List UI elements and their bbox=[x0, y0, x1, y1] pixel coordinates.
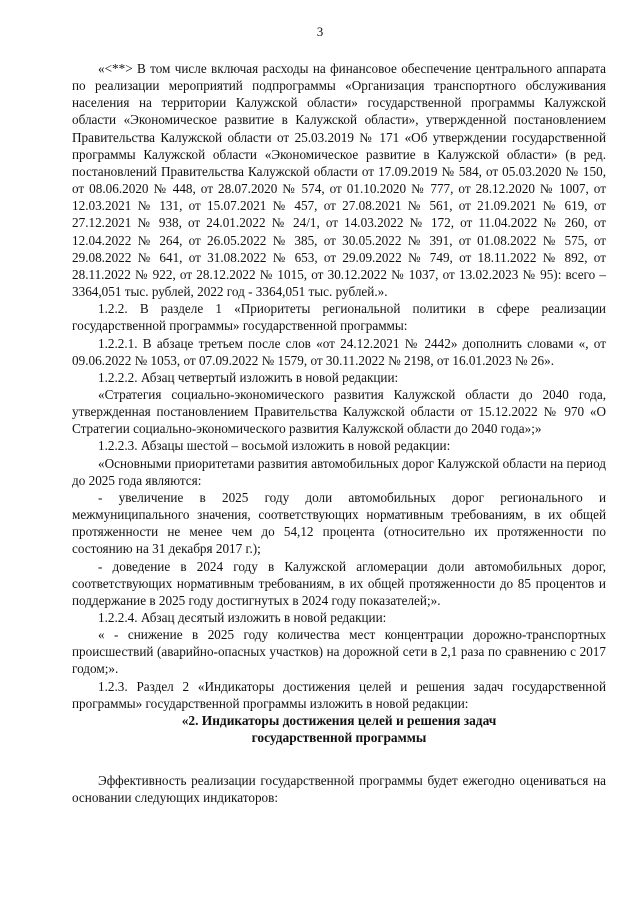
paragraph-bullet-agglomeration: - доведение в 2024 году в Калужской агломерации доли автомобильных дорог, соответствующих нормативным требованиям, в их общей протяженности до 85 процентов и поддержание в 2025 году достигнутых в 2024 году показателей;». bbox=[72, 558, 606, 608]
section-heading-line-1: «2. Индикаторы достижения целей и решения задач bbox=[181, 712, 497, 728]
paragraph-1-2-2-1: 1.2.2.1. В абзаце третьем после слов «от 24.12.2021 № 2442» дополнить словами «, от 09.06.2022 № 1053, от 07.09.2022 № 1579, от 30.11.2022 № 2198, от 16.01.2023 № 26». bbox=[72, 335, 606, 368]
paragraph-1-2-3: 1.2.3. Раздел 2 «Индикаторы достижения целей и решения задач государственной программы» государственной программы изложить в новой редакции: bbox=[72, 678, 606, 711]
spacer bbox=[72, 746, 606, 772]
paragraph-footnote: «<**> В том числе включая расходы на финансовое обеспечение центрального аппарата по реализации мероприятий подпрограммы «Организация транспортного обслуживания населения на территории Калужской области» государственной программы Калужской области «Экономическое развитие в Калужской области», утвержденной постановлением Правительства Калужской области от 25.03.2019 № 171 «Об утверждении государственной программы Калужской области «Экономическое развитие в Калужской области» (в ред. постановлений Правительства Калужской области от 17.09.2019 № 584, от 05.03.2020 № 150, от 08.06.2020 № 448, от 28.07.2020 № 574, от 01.10.2020 № 777, от 28.12.2020 № 1007, от 12.03.2021 № 131, от 15.07.2021 № 457, от 27.08.2021 № 561, от 21.09.2021 № 619, от 27.12.2021 № 938, от 24.01.2022 № 24/1, от 14.03.2022 № 172, от 11.04.2022 № 260, от 12.04.2022 № 264, от 26.05.2022 № 385, от 30.05.2022 № 391, от 01.08.2022 № 575, от 29.08.2022 № 641, от 31.08.2022 № 653, от 29.09.2022 № 749, от 18.11.2022 № 892, от 28.11.2022 № 922, от 28.12.2022 № 1015, от 30.12.2022 № 1037, от 13.02.2023 № 95): всего – 3364,051 тыс. рублей, 2022 год - 3364,051 тыс. рублей.». bbox=[72, 61, 606, 300]
paragraph-1-2-2-4: 1.2.2.4. Абзац десятый изложить в новой редакции: bbox=[98, 610, 387, 625]
paragraph-effectiveness: Эффективность реализации государственной программы будет ежегодно оцениваться на основании следующих индикаторов: bbox=[72, 773, 606, 806]
paragraph-1-2-2-3: 1.2.2.3. Абзацы шестой – восьмой изложить в новой редакции: bbox=[98, 438, 451, 454]
paragraph-strategy-quote: «Стратегия социально-экономического развития Калужской области до 2040 года, утвержденная постановлением Правительства Калужской области от 15.12.2022 № 970 «О Стратегии социально-экономического развития Калужской области до 2040 года»;» bbox=[72, 386, 606, 437]
document-body bbox=[72, 60, 606, 807]
page-number: 3 bbox=[316, 24, 324, 39]
paragraph-section-1-2-2: 1.2.2. В разделе 1 «Приоритеты региональной политики в сфере реализации государственной программы» государственной программы: bbox=[72, 301, 606, 334]
section-heading-line-2: государственной программы bbox=[251, 730, 427, 746]
paragraph-bullet-increase: - увеличение в 2025 году доли автомобильных дорог регионального и межмуниципального значения, соответствующих нормативным требованиям, в их общей протяженности не менее чем до 54,12 процента (относительно их протяженности по состоянию на 31 декабря 2017 г.); bbox=[72, 489, 606, 557]
paragraph-bullet-accidents: « - снижение в 2025 году количества мест концентрации дорожно-транспортных происшествий (аварийно-опасных участков) на дорожной сети в 2,1 раза по сравнению с 2017 годом;». bbox=[72, 627, 606, 677]
paragraph-priorities: «Основными приоритетами развития автомобильных дорог Калужской области на период до 2025 года являются: bbox=[72, 455, 606, 488]
paragraph-1-2-2-2: 1.2.2.2. Абзац четвертый изложить в новой редакции: bbox=[98, 369, 399, 385]
